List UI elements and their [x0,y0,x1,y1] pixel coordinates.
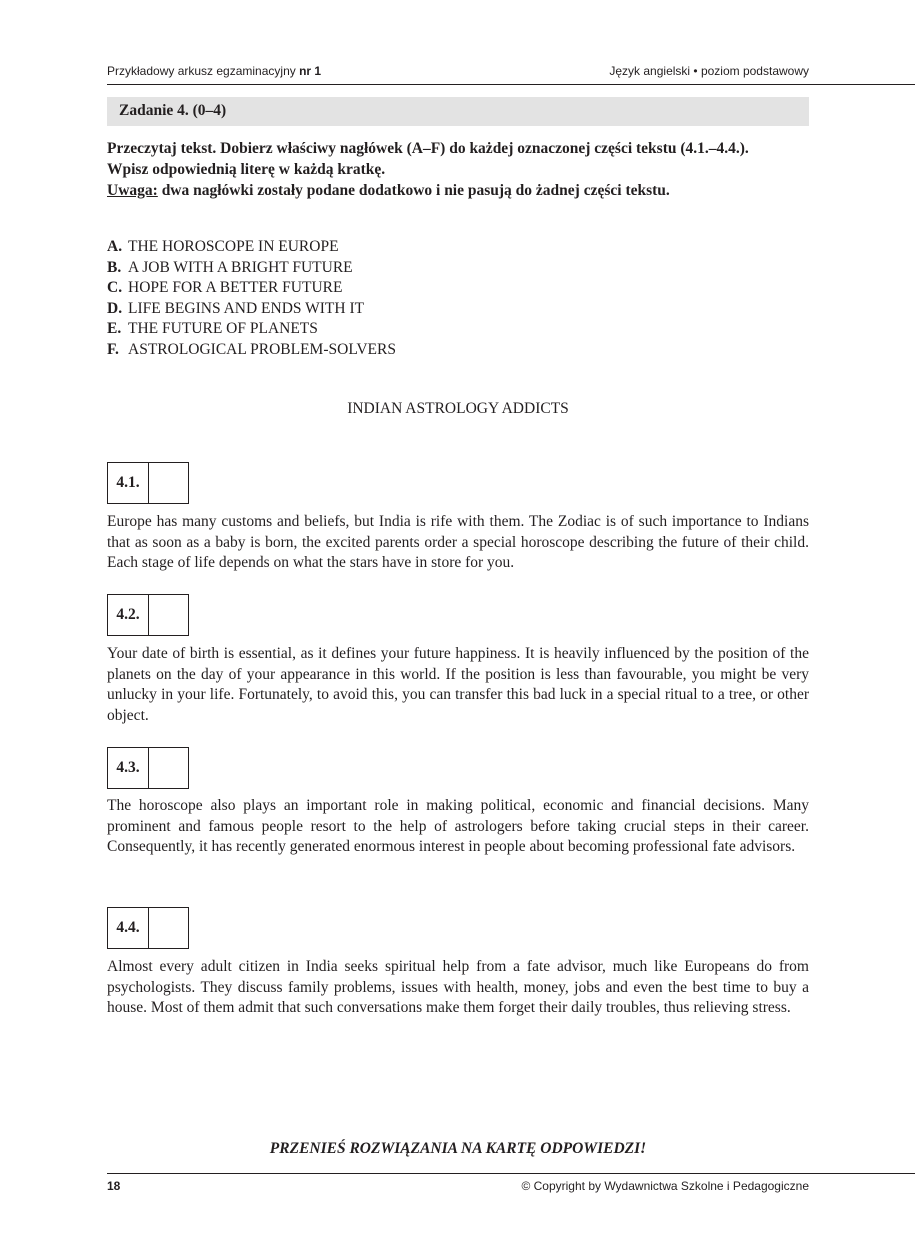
section-text-4-3: The horoscope also plays an important role in making political, economic and financial decisions. Many prominent and famous people resort to the help of astrologers before taking crucial steps in their career. Consequently, it has recently generated enormous interest in people about becoming professional fate advisors. [107,797,809,855]
heading-item-d: D. LIFE BEGINS AND ENDS WITH IT [107,299,365,317]
instruction-line-1: Przeczytaj tekst. Dobierz właściwy nagłówek (A–F) do każdej oznaczonej części tekstu (4.1.–4.4.). [107,140,749,157]
section-text-4-2: Your date of birth is essential, as it defines your future happiness. It is heavily influenced by the position of the planets on the day of your appearance in this world. If the position is less than favourable, you might be very unlucky in your life. Fortunately, to avoid this, you can transfer this bad luck in a special ritual to a tree, or other object. [107,645,809,724]
section-number: 4.2. [108,595,149,635]
section-number: 4.4. [108,908,149,948]
article-title: INDIAN ASTROLOGY ADDICTS [347,400,569,417]
answer-box-4-3 [107,747,189,789]
instruction-note [107,180,809,201]
heading-item-f: F. ASTROLOGICAL PROBLEM-SOLVERS [107,340,396,358]
heading-item-c: C. HOPE FOR A BETTER FUTURE [107,279,343,296]
note-text: dwa nagłówki zostały podane dodatkowo i nie pasują do żadnej części tekstu. [157,182,670,199]
section-number: 4.1. [108,463,149,503]
answer-cell-4-4[interactable] [149,908,188,948]
answer-cell-4-3[interactable] [149,748,188,788]
heading-item-e: E. THE FUTURE OF PLANETS [107,320,318,337]
section-text-4-1: Europe has many customs and beliefs, but India is rife with them. The Zodiac is of such importance to Indians that as soon as a baby is born, the excited parents order a special horoscope describing the future of their child. Each stage of life depends on what the stars have in store for you. [107,513,809,571]
section-text-4-4: Almost every adult citizen in India seeks spiritual help from a fate advisor, much like Europeans do from psychologists. They discuss family problems, issues with health, money, jobs and even the best time to buy a house. Most of them admit that such conversations make them forget their daily troubles, thus relieving stress. [107,958,809,1016]
answer-box-4-2 [107,594,189,636]
header-rule [107,84,915,85]
heading-item-b: B. A JOB WITH A BRIGHT FUTURE [107,258,353,276]
answer-cell-4-2[interactable] [149,595,188,635]
transfer-answers-note: PRZENIEŚ ROZWIĄZANIA NA KARTĘ ODPOWIEDZI! [269,1140,647,1157]
answer-box-4-4 [107,907,189,949]
answer-cell-4-1[interactable] [149,463,188,503]
running-header [107,64,809,78]
footer-rule [107,1173,915,1174]
heading-item-a: A. THE HOROSCOPE IN EUROPE [107,238,339,255]
page-number: 18 [107,1179,121,1193]
page-footer [107,1179,809,1193]
copyright-notice: © Copyright by Wydawnictwa Szkolne i Pedagogiczne [521,1179,809,1193]
task-title: Zadanie 4. (0–4) [119,102,227,119]
task-instructions [107,138,809,201]
answer-box-4-1 [107,462,189,504]
note-label: Uwaga: [107,182,158,199]
headings-list [107,237,809,360]
instruction-line-2: Wpisz odpowiednią literę w każdą kratkę. [107,161,386,178]
sheet-number: nr 1 [299,64,322,78]
header-left: Przykładowy arkusz egzaminacyjny nr 1 [107,64,322,78]
task-title-bar [107,97,809,126]
header-right: Język angielski • poziom podstawowy [609,64,809,78]
section-number: 4.3. [108,748,149,788]
